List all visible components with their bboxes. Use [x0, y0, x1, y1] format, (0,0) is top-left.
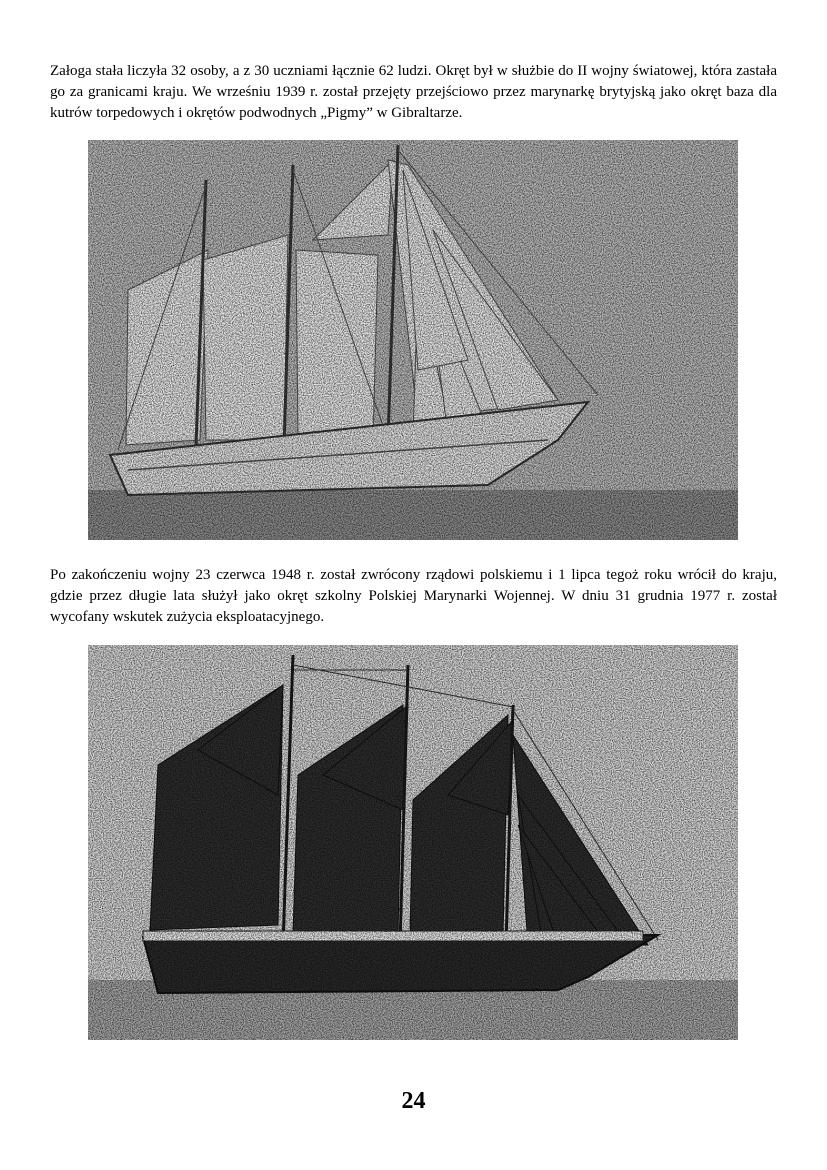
paragraph-post-war: Po zakończeniu wojny 23 czerwca 1948 r. został zwrócony rządowi polskiemu i 1 lipca tegoż roku wrócił do kraju, gdzie przez długie lata służył jako okręt szkolny Polskiej Marynarki Wojennej. W dniu 31 grudnia 1977 r. został wycofany wskutek zużycia eksploatacyjnego. — [50, 567, 777, 625]
page-number: 24 — [401, 1088, 426, 1114]
ship-photo-dark-sails — [88, 645, 738, 1040]
ship-photo-light-sails — [88, 140, 738, 540]
paragraph-service-history: Załoga stała liczyła 32 osoby, a z 30 uczniami łącznie 62 ludzi. Okręt był w służbie do II wojny światowej, która zastała go za granicami kraju. We wrześniu 1939 r. został przejęty przejściowo przez marynarkę brytyjską jako okręt baza dla kutrów torpedowych i okrętów podwodnych „Pigmy” w Gibraltarze. — [50, 63, 777, 121]
